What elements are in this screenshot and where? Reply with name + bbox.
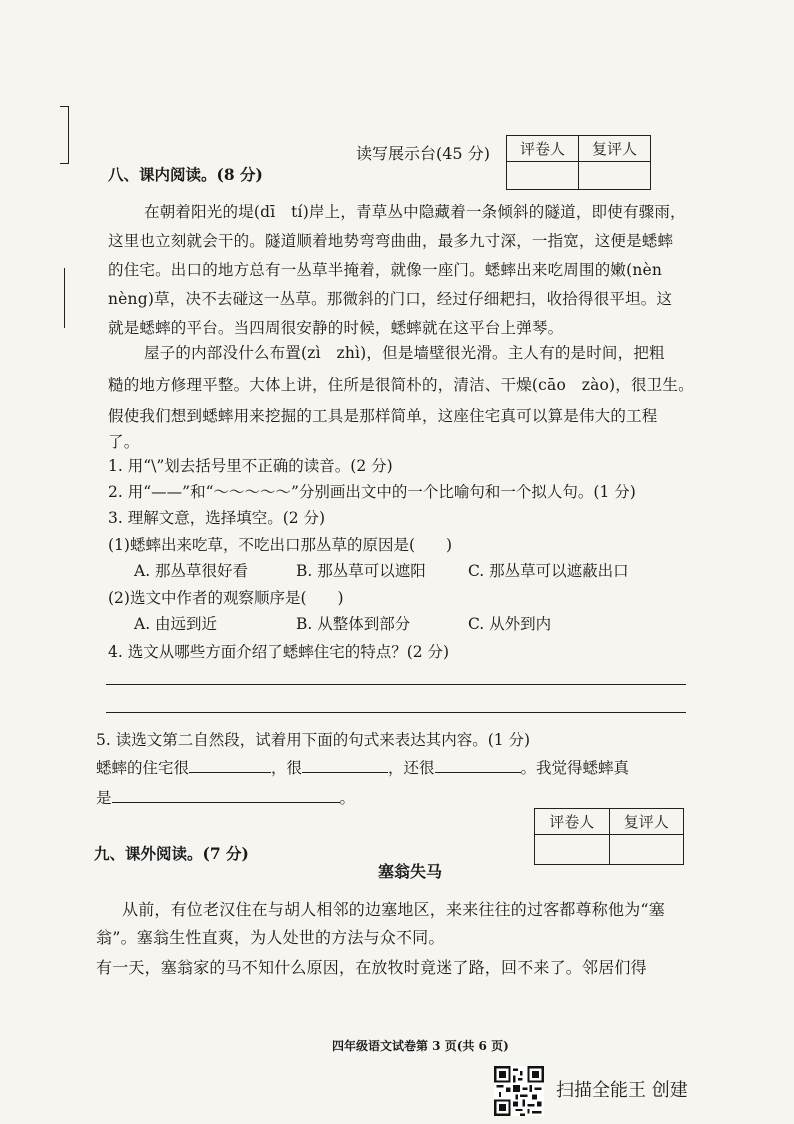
page-number: 四年级语文试卷第 3 页(共 6 页) [332,1039,509,1053]
reviewer-label: 复评人 [609,809,684,835]
fill-blank[interactable] [435,758,521,773]
passage-line: 这里也立刻就会干的。隧道顺着地势弯弯曲曲，最多九寸深，一指宽，这便是蟋蟀 [108,232,674,250]
passage-line: nèng)草，决不去碰这一丛草。那微斜的门口，经过仔细耙扫，收拾得很平坦。这 [108,290,673,308]
sentence-part: 。 [339,789,356,807]
fill-blank[interactable] [302,758,388,773]
part9-heading: 九、课外阅读。(7 分) [94,844,249,863]
question-3-1: (1)蟋蟀出来吃草，不吃出口那丛草的原因是( ) [108,536,453,554]
reviewer-cell[interactable] [579,162,651,190]
option-c[interactable]: C. 那丛草可以遮蔽出口 [468,562,629,580]
option-c[interactable]: C. 从外到内 [468,615,552,633]
question-5-sentence-end [96,788,355,807]
story-line: 有一天，塞翁家的马不知什么原因，在放牧时竟迷了路，回不来了。邻居们得 [96,958,647,977]
answer-line[interactable] [106,684,686,685]
question-1: 1. 用“\”划去括号里不正确的读音。(2 分) [108,457,393,475]
grader-label: 评卷人 [535,809,610,835]
grade-table-bottom [534,808,684,865]
sentence-part: ，还很 [388,759,435,777]
sentence-part: ，很 [271,759,303,777]
passage-line: 糙的地方修理平整。大体上讲，住所是很简朴的，清洁、干燥(cāo zào)，很卫生。 [108,376,694,394]
question-2: 2. 用“——”和“～～～～～”分别画出文中的一个比喻句和一个拟人句。(1 分) [108,483,636,501]
binding-bracket-mark [60,106,69,164]
section-title: 读写展示台(45 分) [356,144,490,163]
sentence-part: 。我觉得蟋蟀真 [520,759,630,777]
question-4: 4. 选文从哪些方面介绍了蟋蟀住宅的特点？(2 分) [108,643,450,661]
scanner-watermark: 扫描全能王 创建 [556,1080,688,1101]
passage-line: 了。 [108,433,140,451]
grader-label: 评卷人 [507,136,579,162]
grader-cell[interactable] [507,162,579,190]
sentence-part: 是 [96,789,112,807]
margin-line-mark [64,268,65,328]
question-3-2: (2)选文中作者的观察顺序是( ) [108,589,344,607]
fill-blank[interactable] [189,758,271,773]
passage-line: 假使我们想到蟋蟀用来挖掘的工具是那样简单，这座住宅真可以算是伟大的工程 [108,407,658,425]
story-title: 塞翁失马 [378,862,443,881]
reviewer-cell[interactable] [609,835,684,865]
option-b[interactable]: B. 从整体到部分 [296,615,411,633]
passage-line: 屋子的内部没什么布置(zì zhì)，但是墙壁很光滑。主人有的是时间，把粗 [144,344,665,362]
grader-cell[interactable] [535,835,610,865]
reviewer-label: 复评人 [579,136,651,162]
passage-line: 就是蟋蟀的平台。当四周很安静的时候，蟋蟀就在这平台上弹琴。 [108,319,564,337]
option-a[interactable]: A. 由远到近 [134,615,218,633]
part8-heading: 八、课内阅读。(8 分) [108,165,263,184]
answer-line[interactable] [106,712,686,713]
sentence-part: 蟋蟀的住宅很 [96,759,190,777]
story-line: 翁”。塞翁生性直爽，为人处世的方法与众不同。 [96,928,445,947]
passage-line: 在朝着阳光的堤(dī tí)岸上，青草丛中隐藏着一条倾斜的隧道，即使有骤雨， [144,203,686,221]
question-5: 5. 读选文第二自然段，试着用下面的句式来表达其内容。(1 分) [96,731,531,749]
story-line: 从前，有位老汉住在与胡人相邻的边塞地区，来来往往的过客都尊称他为“塞 [122,900,665,919]
grade-table-top [506,135,651,190]
fill-blank[interactable] [112,788,340,803]
qr-code-icon [494,1066,544,1116]
question-3: 3. 理解文意，选择填空。(2 分) [108,509,326,527]
option-b[interactable]: B. 那丛草可以遮阳 [296,562,426,580]
question-5-sentence [96,758,629,777]
option-a[interactable]: A. 那丛草很好看 [134,562,249,580]
passage-line: 的住宅。出口的地方总有一丛草半掩着，就像一座门。蟋蟀出来吃周围的嫩(nèn [108,261,663,279]
